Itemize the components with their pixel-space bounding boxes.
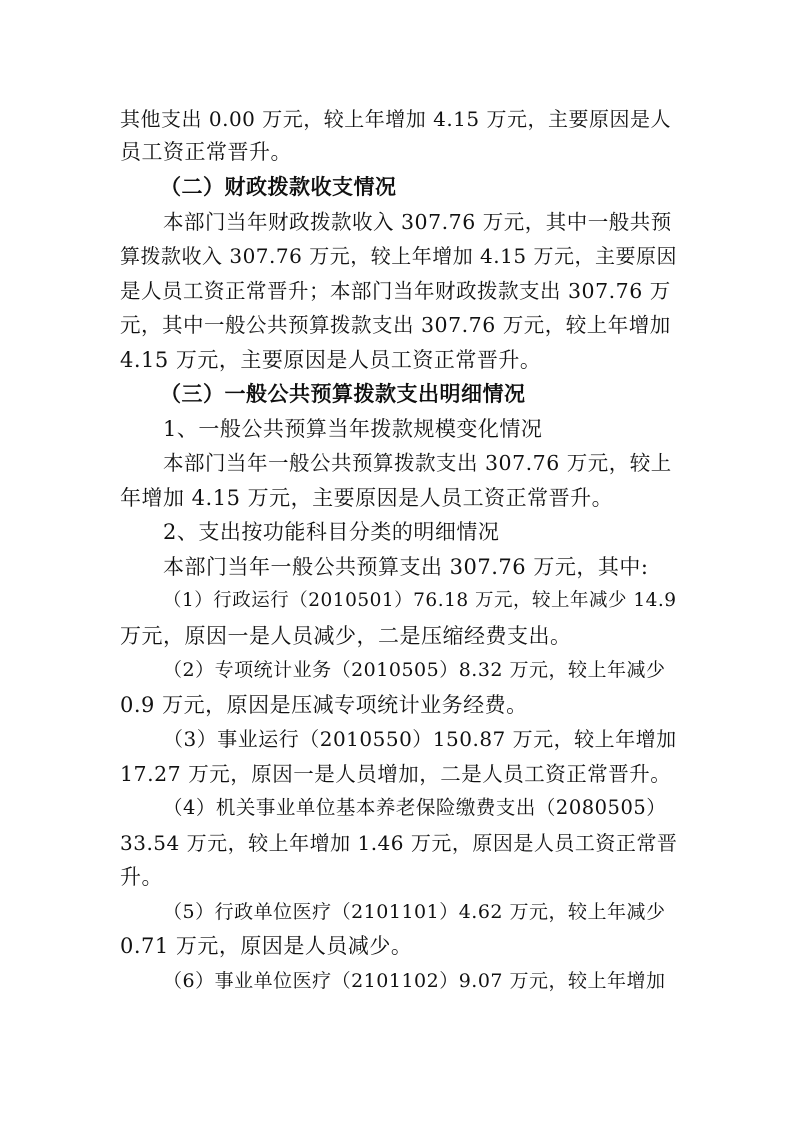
paragraph-line: 本部门当年一般公共预算支出 307.76 万元，其中: [163,555,649,579]
list-item-line: （3）事业运行（2010550）150.87 万元，较上年增加 [163,727,677,751]
list-item-line: 0.9 万元，原因是压减专项统计业务经费。 [120,693,528,717]
list-item-line: （5）行政单位医疗（2101101）4.62 万元，较上年减少 [163,901,666,923]
list-item-line: （2）专项统计业务（2010505）8.32 万元，较上年减少 [163,659,666,681]
list-item-line: （4）机关事业单位基本养老保险缴费支出（2080505） [163,796,667,819]
paragraph-line: 年增加 4.15 万元，主要原因是人员工资正常晋升。 [120,486,614,510]
list-item-line: 17.27 万元，原因一是人员增加，二是人员工资正常晋升。 [120,762,672,786]
list-item-line: 万元，原因一是人员减少，二是压缩经费支出。 [120,624,572,648]
section-heading: （三）一般公共预算拨款支出明细情况 [160,382,526,406]
paragraph-line: 算拨款收入 307.76 万元，较上年增加 4.15 万元，主要原因 [120,244,677,268]
list-item-line: （1）行政运行（2010501）76.18 万元，较上年减少 14.9 [163,590,677,611]
paragraph-line: 本部门当年财政拨款收入 307.76 万元，其中一般共预 [163,210,672,234]
paragraph-line: 是人员工资正常晋升；本部门当年财政拨款支出 307.76 万 [120,279,671,303]
paragraph-line: 员工资正常晋升。 [120,140,292,164]
section-heading: （二）财政拨款收支情况 [160,175,397,199]
paragraph-line: 4.15 万元，主要原因是人员工资正常晋升。 [120,348,542,372]
paragraph-line: 其他支出 0.00 万元，较上年增加 4.15 万元，主要原因是人 [120,107,671,131]
subsection-heading: 1、一般公共预算当年拨款规模变化情况 [163,417,543,441]
list-item-line: 升。 [120,865,163,889]
paragraph-line: 本部门当年一般公共预算拨款支出 307.76 万元，较上 [163,451,672,475]
list-item-line: （6）事业单位医疗（2101102）9.07 万元，较上年增加 [163,970,666,992]
subsection-heading: 2、支出按功能科目分类的明细情况 [163,520,500,544]
list-item-line: 0.71 万元，原因是人员减少。 [120,934,413,958]
paragraph-line: 元，其中一般公共预算拨款支出 307.76 万元，较上年增加 [120,313,671,337]
list-item-line: 33.54 万元，较上年增加 1.46 万元，原因是人员工资正常晋 [120,831,678,855]
